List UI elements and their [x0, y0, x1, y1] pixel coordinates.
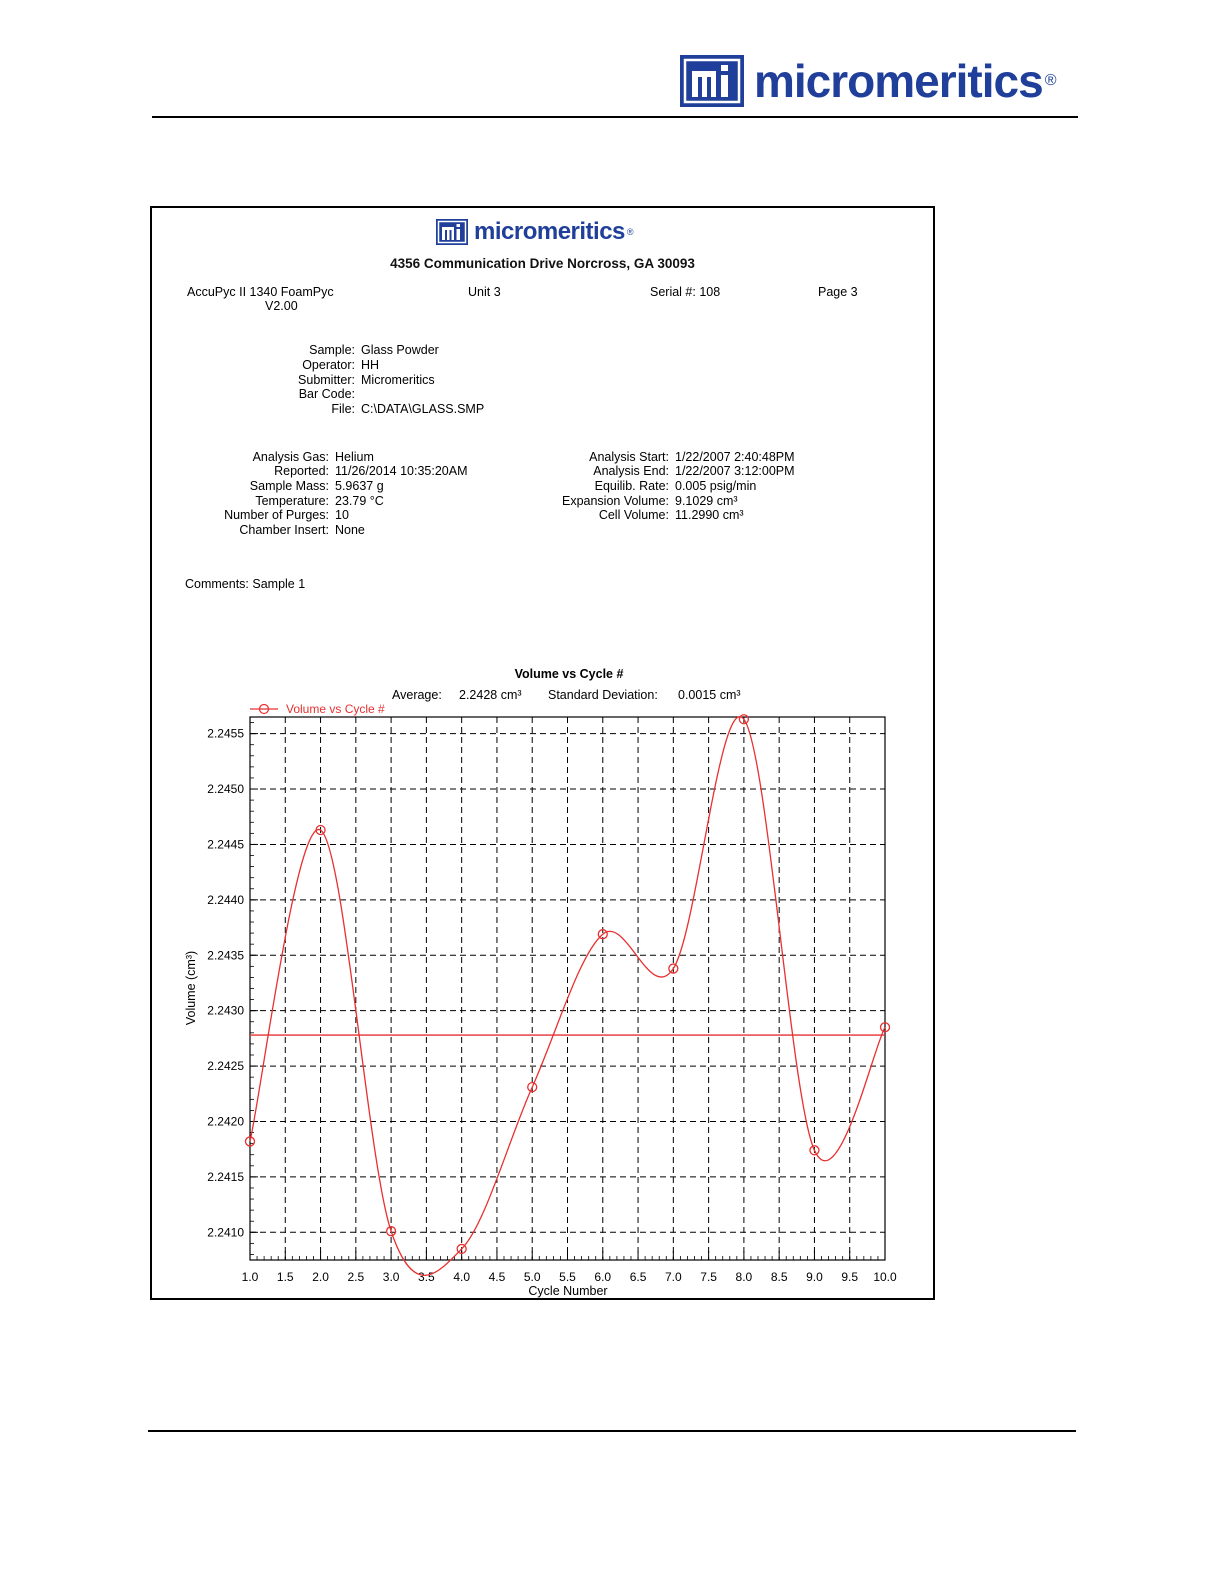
- page-label: Page 3: [818, 285, 858, 299]
- x-tick-label: 8.5: [770, 1270, 788, 1284]
- volume-chart: [152, 208, 933, 1298]
- x-tick-label: 2.0: [312, 1270, 329, 1284]
- brand-name: micromeritics: [754, 55, 1043, 107]
- x-tick-label: 3.0: [382, 1270, 400, 1284]
- operator-value: HH: [361, 358, 380, 372]
- analysis-gas-label: Analysis Gas:: [252, 450, 329, 464]
- barcode-label: Bar Code:: [298, 387, 355, 401]
- analysis-gas-value: Helium: [335, 450, 374, 464]
- x-tick-label: 5.5: [559, 1270, 576, 1284]
- submitter-label: Submitter:: [298, 373, 355, 387]
- file-label: File:: [331, 402, 355, 416]
- analysis-end-label: Analysis End:: [593, 464, 669, 478]
- cell-volume-label: Cell Volume:: [598, 508, 669, 522]
- reported-value: 11/26/2014 10:35:20AM: [335, 464, 468, 478]
- cell-volume-value: 11.2990 cm³: [675, 508, 744, 522]
- equilib-rate-value: 0.005 psig/min: [675, 479, 757, 493]
- y-tick-label: 2.2420: [207, 1114, 244, 1129]
- x-tick-label: 7.0: [664, 1270, 682, 1284]
- unit-label: Unit 3: [468, 285, 501, 299]
- sample-label: Sample:: [309, 343, 355, 357]
- y-tick-label: 2.2445: [207, 837, 244, 852]
- temperature-value: 23.79 °C: [335, 494, 384, 508]
- address: 4356 Communication Drive Norcross, GA 30093: [390, 256, 695, 271]
- submitter-value: Micromeritics: [361, 373, 435, 387]
- legend-label: Volume vs Cycle #: [286, 702, 385, 716]
- x-tick-label: 1.5: [276, 1270, 294, 1284]
- sample-mass-label: Sample Mass:: [249, 479, 329, 493]
- x-tick-label: 4.0: [453, 1270, 471, 1284]
- x-tick-label: 5.0: [523, 1270, 541, 1284]
- report-frame: [150, 206, 935, 1300]
- y-tick-label: 2.2455: [207, 726, 244, 741]
- x-tick-label: 9.5: [841, 1270, 859, 1284]
- report-brand-name: micromeritics: [474, 218, 625, 245]
- file-value: C:\DATA\GLASS.SMP: [361, 402, 485, 416]
- y-tick-label: 2.2425: [207, 1059, 244, 1074]
- x-tick-label: 6.5: [629, 1270, 647, 1284]
- registered-mark: ®: [1044, 72, 1057, 89]
- sample-mass-value: 5.9637 g: [335, 479, 384, 493]
- y-tick-label: 2.2430: [207, 1003, 244, 1018]
- x-tick-label: 10.0: [873, 1270, 897, 1284]
- y-tick-label: 2.2440: [207, 892, 244, 907]
- chamber-insert-value: None: [335, 523, 365, 537]
- reported-label: Reported:: [274, 464, 329, 478]
- equilib-rate-label: Equilib. Rate:: [594, 479, 669, 493]
- y-tick-label: 2.2415: [207, 1169, 244, 1184]
- chamber-insert-label: Chamber Insert:: [239, 523, 329, 537]
- x-tick-label: 6.0: [594, 1270, 612, 1284]
- x-tick-label: 1.0: [241, 1270, 259, 1284]
- x-tick-label: 2.5: [347, 1270, 365, 1284]
- instrument-version: V2.00: [265, 299, 298, 313]
- purges-label: Number of Purges:: [224, 508, 329, 522]
- x-tick-label: 9.0: [806, 1270, 823, 1284]
- average-label: Average:: [392, 688, 442, 702]
- x-axis-label: Cycle Number: [528, 1284, 608, 1298]
- stddev-value: 0.0015 cm³: [678, 688, 741, 702]
- instrument-name: AccuPyc II 1340 FoamPyc: [187, 285, 334, 299]
- y-tick-label: 2.2435: [207, 948, 244, 963]
- footer-rule: [148, 1430, 1076, 1432]
- x-tick-label: 3.5: [418, 1270, 435, 1284]
- analysis-start-value: 1/22/2007 2:40:48PM: [675, 450, 795, 464]
- operator-label: Operator:: [302, 358, 355, 372]
- stddev-label: Standard Deviation:: [548, 688, 658, 702]
- legend: [250, 702, 385, 716]
- y-axis-label: Volume (cm³): [184, 950, 198, 1026]
- expansion-volume-label: Expansion Volume:: [561, 494, 669, 508]
- micromeritics-logo-mark-icon: [680, 55, 744, 107]
- x-tick-label: 4.5: [488, 1270, 506, 1284]
- temperature-label: Temperature:: [255, 494, 329, 508]
- chart-title: Volume vs Cycle #: [514, 667, 624, 681]
- x-tick-label: 7.5: [700, 1270, 717, 1284]
- y-tick-label: 2.2450: [207, 782, 244, 797]
- header-logo: [680, 54, 1057, 108]
- serial-label: Serial #: 108: [650, 285, 721, 299]
- purges-value: 10: [335, 508, 349, 522]
- report-registered-mark: ®: [626, 227, 634, 237]
- y-tick-label: 2.2410: [207, 1225, 244, 1240]
- x-tick-label: 8.0: [735, 1270, 753, 1284]
- analysis-end-value: 1/22/2007 3:12:00PM: [675, 464, 795, 478]
- expansion-volume-value: 9.1029 cm³: [675, 494, 738, 508]
- average-value: 2.2428 cm³: [459, 688, 522, 702]
- sample-value: Glass Powder: [361, 343, 439, 357]
- header-rule: [152, 116, 1078, 118]
- comments: Comments: Sample 1: [185, 577, 306, 591]
- analysis-start-label: Analysis Start:: [589, 450, 669, 464]
